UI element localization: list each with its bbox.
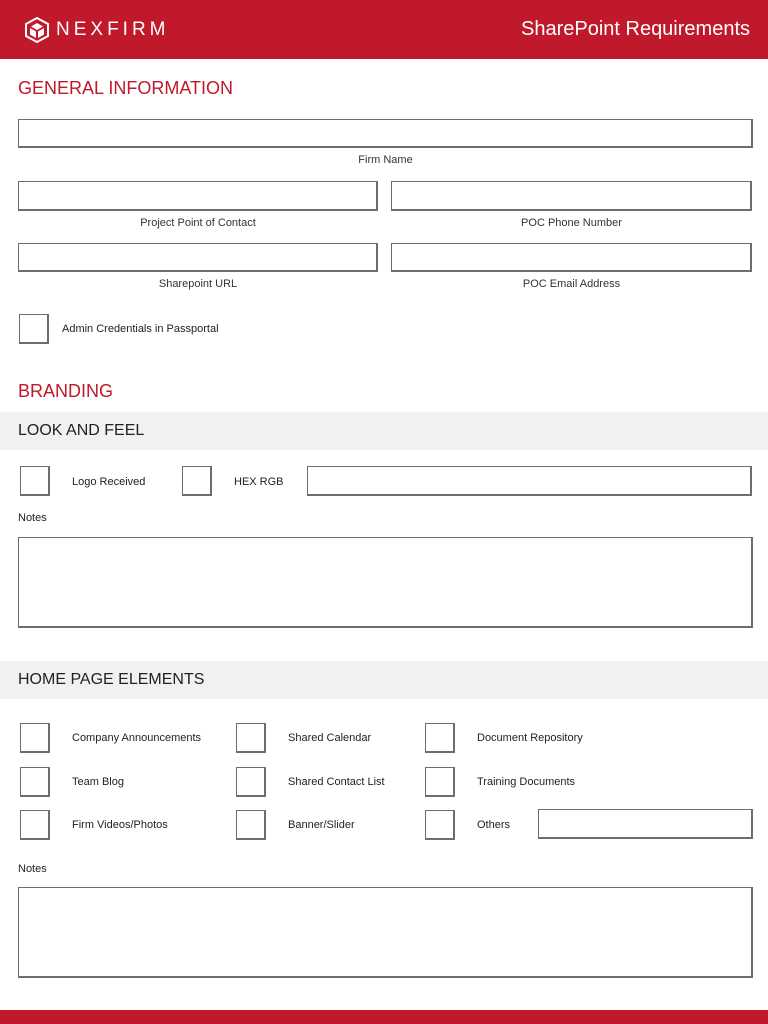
project-poc-input[interactable] (19, 182, 376, 209)
home-page-notes-field[interactable] (18, 887, 753, 978)
logo-text: NEXFIRM (56, 19, 170, 40)
home-page-elements-band (0, 661, 768, 699)
look-and-feel-notes-label: Notes (18, 512, 47, 524)
shared-calendar-label: Shared Calendar (288, 732, 372, 744)
poc-email-label: POC Email Address (522, 278, 621, 290)
branding-heading: BRANDING (18, 381, 114, 401)
others-field[interactable] (538, 809, 753, 839)
home-page-notes-textarea[interactable] (19, 888, 751, 976)
hex-rgb-input[interactable] (308, 467, 750, 494)
firm-name-input[interactable] (19, 120, 751, 146)
home-page-elements-heading: HOME PAGE ELEMENTS (18, 671, 205, 688)
others-label: Others (477, 819, 511, 831)
poc-phone-field[interactable] (391, 181, 752, 211)
document-repository-label: Document Repository (477, 732, 583, 744)
firm-name-label: Firm Name (358, 154, 413, 166)
admin-credentials-checkbox[interactable] (19, 314, 49, 344)
logo-received-label: Logo Received (72, 476, 146, 488)
firm-videos-photos-label: Firm Videos/Photos (72, 819, 168, 831)
poc-phone-label: POC Phone Number (521, 217, 622, 229)
document-title: SharePoint Requirements (520, 18, 750, 40)
poc-email-field[interactable] (391, 243, 752, 272)
look-and-feel-notes-textarea[interactable] (19, 538, 751, 626)
shared-calendar-checkbox[interactable] (236, 723, 266, 753)
banner-slider-label: Banner/Slider (288, 819, 355, 831)
banner-slider-checkbox[interactable] (236, 810, 266, 840)
shared-contact-list-checkbox[interactable] (236, 767, 266, 797)
logo-received-checkbox[interactable] (20, 466, 50, 496)
shared-contact-list-label: Shared Contact List (288, 776, 385, 788)
admin-credentials-label: Admin Credentials in Passportal (62, 323, 219, 335)
hex-rgb-label: HEX RGB (234, 476, 284, 488)
look-and-feel-band (0, 412, 768, 450)
poc-email-input[interactable] (392, 244, 750, 270)
home-page-notes-label: Notes (18, 863, 47, 875)
project-poc-label: Project Point of Contact (140, 217, 256, 229)
look-and-feel-heading: LOOK AND FEEL (18, 422, 145, 439)
general-information-heading: GENERAL INFORMATION (18, 78, 234, 98)
others-input[interactable] (539, 810, 751, 837)
firm-videos-photos-checkbox[interactable] (20, 810, 50, 840)
header-bar (0, 0, 768, 59)
footer-bar (0, 1010, 768, 1024)
company-announcements-label: Company Announcements (72, 732, 202, 744)
sharepoint-url-input[interactable] (19, 244, 376, 270)
company-announcements-checkbox[interactable] (20, 723, 50, 753)
training-documents-checkbox[interactable] (425, 767, 455, 797)
document-repository-checkbox[interactable] (425, 723, 455, 753)
hex-rgb-field[interactable] (307, 466, 752, 496)
sharepoint-url-field[interactable] (18, 243, 378, 272)
project-poc-field[interactable] (18, 181, 378, 211)
team-blog-checkbox[interactable] (20, 767, 50, 797)
nexfirm-logo-icon (24, 17, 50, 43)
training-documents-label: Training Documents (477, 776, 576, 788)
others-checkbox[interactable] (425, 810, 455, 840)
look-and-feel-notes-field[interactable] (18, 537, 753, 628)
firm-name-field[interactable] (18, 119, 753, 148)
poc-phone-input[interactable] (392, 182, 750, 209)
sharepoint-url-label: Sharepoint URL (158, 278, 238, 290)
hex-rgb-checkbox[interactable] (182, 466, 212, 496)
logo (24, 16, 170, 44)
team-blog-label: Team Blog (72, 776, 124, 788)
